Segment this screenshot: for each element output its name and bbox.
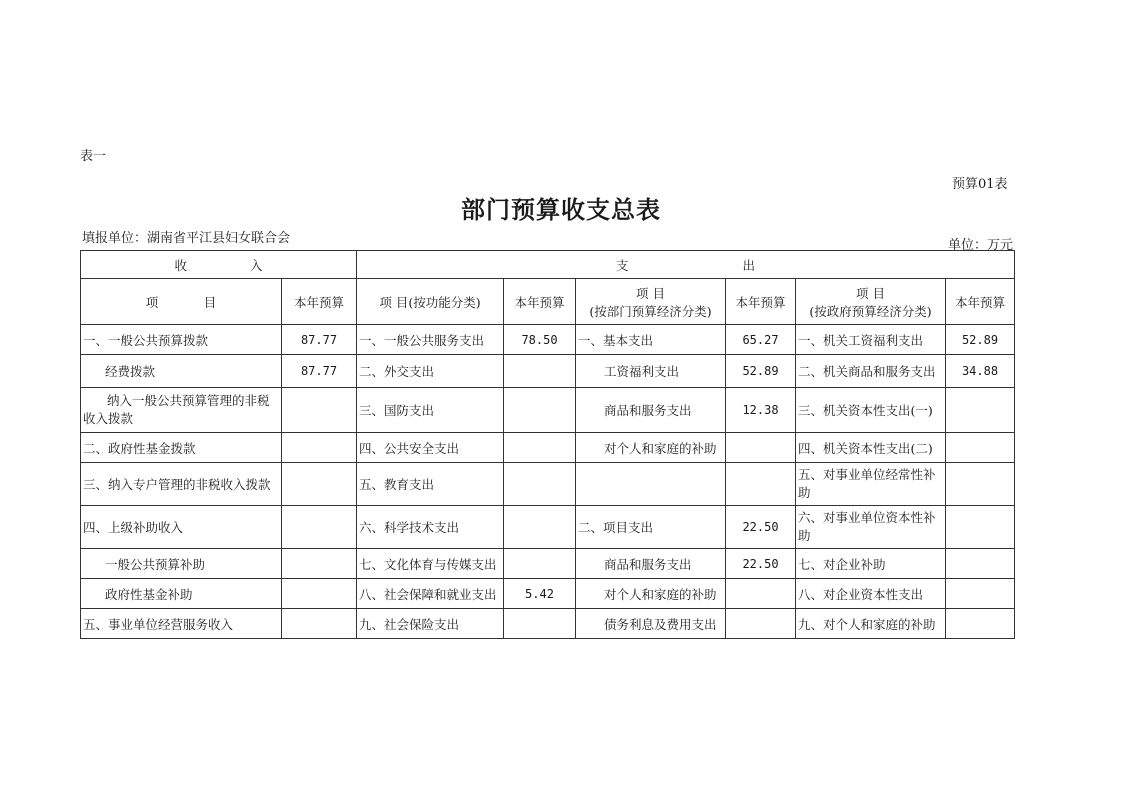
function-item: 九、社会保险支出 xyxy=(357,609,504,639)
dept-item-header-line2: (按部门预算经济分类) xyxy=(589,303,712,319)
function-value xyxy=(504,388,576,433)
table-row xyxy=(81,506,1015,549)
income-value xyxy=(282,463,357,506)
function-value xyxy=(504,506,576,549)
dept-value: 52.89 xyxy=(726,355,796,388)
dept-item: 工资福利支出 xyxy=(576,355,726,388)
item-header-char: 目 xyxy=(203,294,217,310)
table-row xyxy=(81,355,1015,388)
expense-header-char: 支 xyxy=(615,257,629,273)
dept-item: 二、项目支出 xyxy=(576,506,726,549)
gov-value: 34.88 xyxy=(946,355,1015,388)
gov-item: 九、对个人和家庭的补助 xyxy=(796,609,946,639)
function-budget-header: 本年预算 xyxy=(504,279,576,325)
form-code: 预算01表 xyxy=(952,177,1008,192)
income-value xyxy=(282,549,357,579)
function-item-header: 项 目(按功能分类) xyxy=(357,279,504,325)
gov-item-header xyxy=(796,279,946,325)
income-item: 一、一般公共预算拨款 xyxy=(81,325,282,355)
income-item-header xyxy=(81,279,282,325)
gov-item: 六、对事业单位资本性补助 xyxy=(796,506,946,549)
table-row xyxy=(81,325,1015,355)
function-item: 二、外交支出 xyxy=(357,355,504,388)
table-row xyxy=(81,579,1015,609)
gov-item-header-line1: 项 目 xyxy=(856,285,885,301)
table-row xyxy=(81,433,1015,463)
dept-item: 一、基本支出 xyxy=(576,325,726,355)
gov-value xyxy=(946,579,1015,609)
income-group-header xyxy=(81,251,357,279)
dept-value xyxy=(726,609,796,639)
function-item: 一、一般公共服务支出 xyxy=(357,325,504,355)
gov-item: 二、机关商品和服务支出 xyxy=(796,355,946,388)
filling-unit: 填报单位：湖南省平江县妇女联合会 xyxy=(82,231,291,246)
budget-table xyxy=(80,250,1015,639)
dept-value xyxy=(726,433,796,463)
gov-item: 四、机关资本性支出(二) xyxy=(796,433,946,463)
gov-value xyxy=(946,506,1015,549)
income-budget-header: 本年预算 xyxy=(282,279,357,325)
dept-item: 商品和服务支出 xyxy=(576,388,726,433)
table-row xyxy=(81,463,1015,506)
function-item: 四、公共安全支出 xyxy=(357,433,504,463)
gov-item: 三、机关资本性支出(一) xyxy=(796,388,946,433)
column-header-row xyxy=(81,279,1015,325)
function-value: 78.50 xyxy=(504,325,576,355)
income-item: 四、上级补助收入 xyxy=(81,506,282,549)
unit-label: 单位：万元 xyxy=(948,238,1014,253)
income-value xyxy=(282,506,357,549)
dept-value: 12.38 xyxy=(726,388,796,433)
page-title: 部门预算收支总表 xyxy=(461,195,661,224)
income-header-char: 入 xyxy=(249,257,263,273)
gov-value xyxy=(946,463,1015,506)
income-value xyxy=(282,609,357,639)
function-item: 三、国防支出 xyxy=(357,388,504,433)
function-value xyxy=(504,609,576,639)
gov-budget-header: 本年预算 xyxy=(946,279,1015,325)
table-row xyxy=(81,549,1015,579)
gov-item: 一、机关工资福利支出 xyxy=(796,325,946,355)
income-value xyxy=(282,433,357,463)
function-value xyxy=(504,549,576,579)
item-header-char: 项 xyxy=(145,294,159,310)
function-item: 六、科学技术支出 xyxy=(357,506,504,549)
dept-item: 对个人和家庭的补助 xyxy=(576,433,726,463)
income-value xyxy=(282,579,357,609)
income-item: 五、事业单位经营服务收入 xyxy=(81,609,282,639)
income-item: 政府性基金补助 xyxy=(81,579,282,609)
gov-value xyxy=(946,609,1015,639)
dept-value: 22.50 xyxy=(726,506,796,549)
dept-budget-header: 本年预算 xyxy=(726,279,796,325)
dept-item-header xyxy=(576,279,726,325)
income-item: 经费拨款 xyxy=(81,355,282,388)
table-row xyxy=(81,609,1015,639)
table-row xyxy=(81,388,1015,433)
function-value xyxy=(504,355,576,388)
function-item: 五、教育支出 xyxy=(357,463,504,506)
dept-value: 22.50 xyxy=(726,549,796,579)
income-value xyxy=(282,388,357,433)
function-value xyxy=(504,463,576,506)
dept-item xyxy=(576,463,726,506)
gov-item: 七、对企业补助 xyxy=(796,549,946,579)
income-value: 87.77 xyxy=(282,325,357,355)
income-item: 一般公共预算补助 xyxy=(81,549,282,579)
dept-value: 65.27 xyxy=(726,325,796,355)
function-item: 八、社会保障和就业支出 xyxy=(357,579,504,609)
gov-value: 52.89 xyxy=(946,325,1015,355)
dept-item: 债务利息及费用支出 xyxy=(576,609,726,639)
income-item: 二、政府性基金拨款 xyxy=(81,433,282,463)
dept-item: 商品和服务支出 xyxy=(576,549,726,579)
income-value: 87.77 xyxy=(282,355,357,388)
dept-item-header-line1: 项 目 xyxy=(636,285,665,301)
income-item: 纳入一般公共预算管理的非税收入拨款 xyxy=(81,388,282,433)
expense-header-char: 出 xyxy=(742,257,755,273)
dept-item: 对个人和家庭的补助 xyxy=(576,579,726,609)
gov-value xyxy=(946,433,1015,463)
function-value xyxy=(504,433,576,463)
group-header-row xyxy=(81,251,1015,279)
gov-value xyxy=(946,549,1015,579)
gov-item-header-line2: (按政府预算经济分类) xyxy=(809,303,932,319)
table-label: 表一 xyxy=(80,149,107,164)
gov-value xyxy=(946,388,1015,433)
gov-item: 八、对企业资本性支出 xyxy=(796,579,946,609)
dept-value xyxy=(726,579,796,609)
function-item: 七、文化体育与传媒支出 xyxy=(357,549,504,579)
income-header-char: 收 xyxy=(174,257,187,273)
dept-value xyxy=(726,463,796,506)
gov-item: 五、对事业单位经常性补助 xyxy=(796,463,946,506)
function-value: 5.42 xyxy=(504,579,576,609)
income-item: 三、纳入专户管理的非税收入拨款 xyxy=(81,463,282,506)
expense-group-header xyxy=(357,251,1015,279)
